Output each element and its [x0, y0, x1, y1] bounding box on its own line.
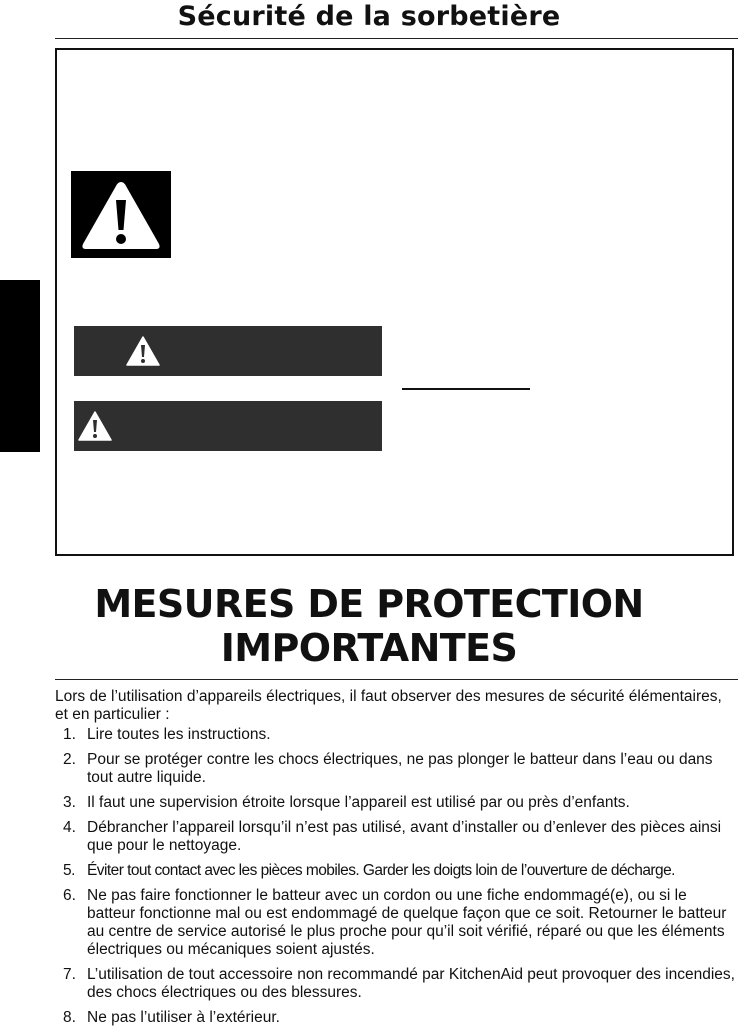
list-item-text: L’utilisation de tout accessoire non recommandé par KitchenAid peut provoquer des incendies, des chocs électriques ou des blessures. [87, 966, 735, 1001]
warning-triangle-icon [80, 178, 162, 252]
safeguards-heading-line2: IMPORTANTES [220, 626, 518, 670]
list-item-number: 4. [63, 819, 76, 836]
list-item [55, 726, 735, 744]
list-item [55, 794, 735, 812]
safeguards-heading [0, 582, 738, 670]
list-item-number: 2. [63, 751, 76, 768]
list-item-text: Débrancher l’appareil lorsqu’il n’est pas utilisé, avant d’installer ou d’enlever des pièces ainsi que pour le nettoyage. [87, 819, 722, 854]
list-item-text: Lire toutes les instructions. [87, 726, 271, 743]
heading-divider [55, 679, 738, 680]
list-item-number: 8. [63, 1009, 76, 1026]
list-item-text: Ne pas faire fonctionner le batteur avec un cordon ou une fiche endommagé(e), ou si le batteur fonctionne mal ou est endommagé de quelque façon que ce soit. Retourner le batteur au centre de service autorisé le plus proche pour qu’il soit vérifié, réparé ou que les éléments électriques ou mécaniques soient ajustés. [87, 887, 727, 958]
list-item [55, 887, 735, 959]
underline-rule [402, 388, 530, 390]
warning-triangle-icon [126, 336, 160, 366]
list-item-number: 7. [63, 966, 76, 983]
list-item-text: Pour se protéger contre les chocs électriques, ne pas plonger le batteur dans l’eau ou dans tout autre liquide. [87, 751, 713, 786]
safety-notice-box [55, 48, 734, 556]
list-item-text: Ne pas l’utiliser à l’extérieur. [87, 1009, 280, 1026]
warning-triangle-icon [78, 411, 112, 441]
list-item [55, 1009, 735, 1027]
list-item [55, 819, 735, 855]
safety-alert-symbol [71, 171, 171, 258]
page-title: Sécurité de la sorbetière [177, 1, 561, 32]
warning-signal-bar [74, 401, 382, 451]
list-item-number: 5. [63, 862, 75, 879]
list-item-text: Il faut une supervision étroite lorsque l’appareil est utilisé par ou près d’enfants. [87, 794, 630, 811]
list-item [55, 966, 735, 1002]
safeguards-body [55, 688, 735, 1034]
danger-signal-bar [74, 326, 382, 376]
language-side-tab [0, 280, 40, 452]
list-item-number: 6. [63, 887, 76, 904]
list-item-number: 3. [63, 794, 76, 811]
list-item-number: 1. [63, 726, 76, 743]
safeguards-list [55, 726, 735, 1027]
list-item [55, 751, 735, 787]
safeguards-intro: Lors de l’utilisation d’appareils électriques, il faut observer des mesures de sécurité élémentaires, et en particulier : [55, 688, 722, 723]
list-item [55, 862, 735, 880]
list-item-text: Éviter tout contact avec les pièces mobiles. Garder les doigts loin de l’ouverture de décharge. [87, 862, 675, 879]
title-divider [55, 38, 738, 39]
safeguards-heading-line1: MESURES DE PROTECTION [94, 582, 644, 626]
